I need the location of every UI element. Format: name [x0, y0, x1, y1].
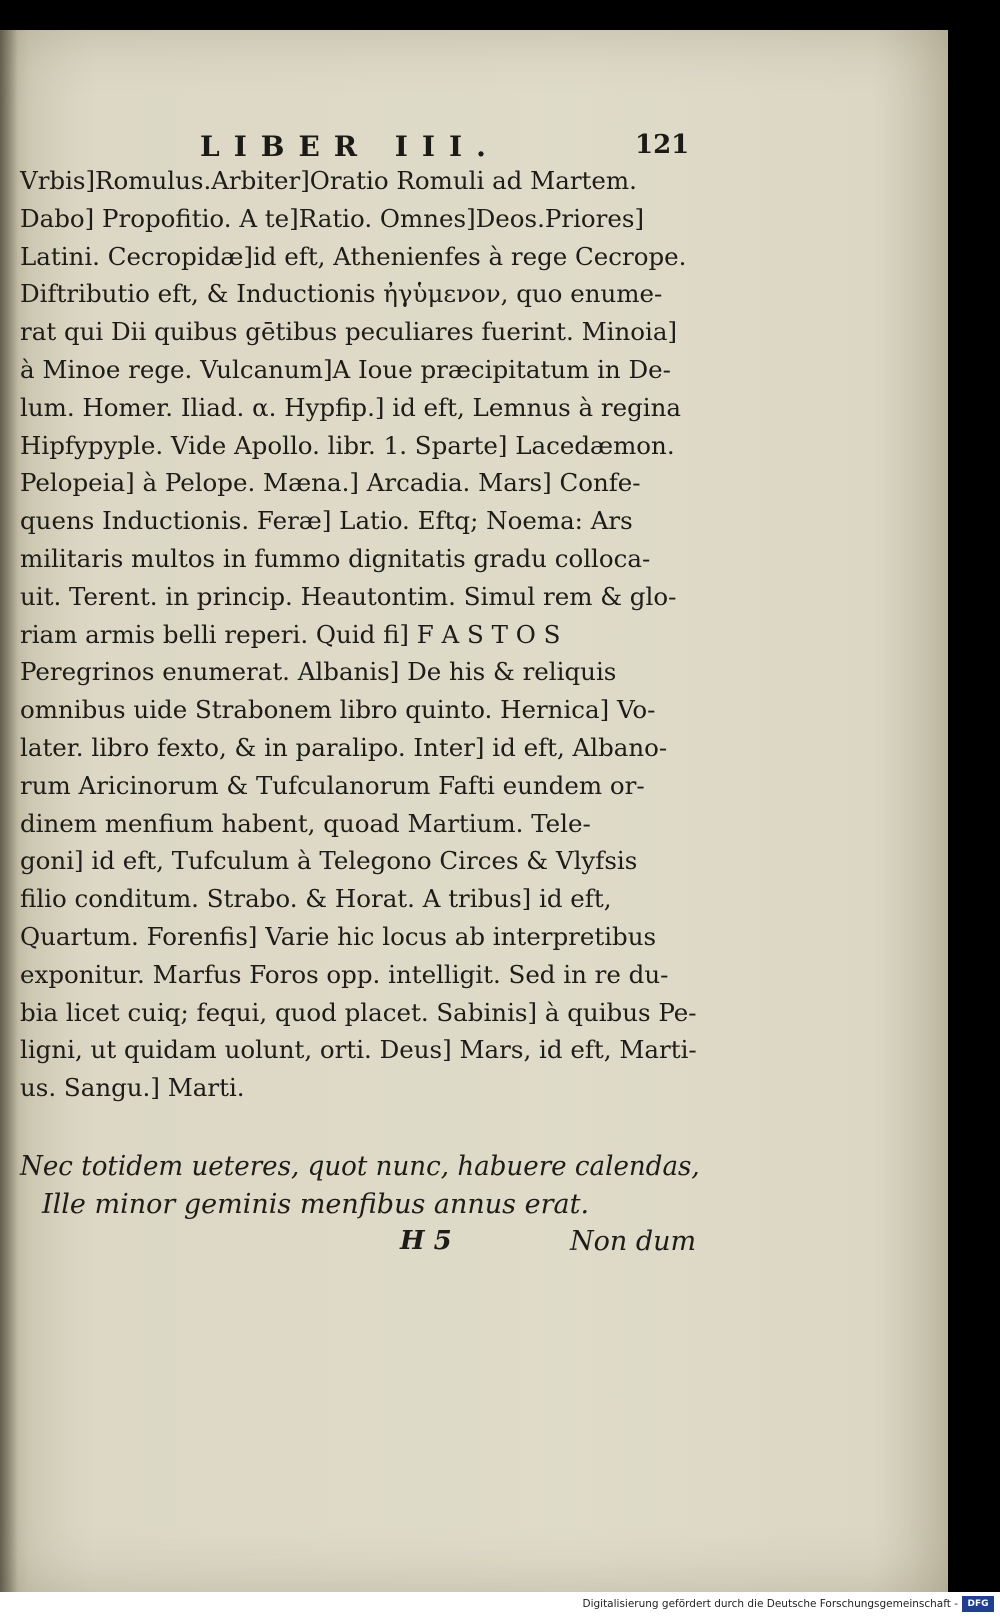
text-line: Pelopeia] à Pelope. Mæna.] Arcadia. Mars] Confe-	[20, 468, 641, 498]
running-head: LIBER III.	[200, 130, 500, 163]
text-line: exponitur. Marfus Foros opp. intelligit. Sed in re du-	[20, 959, 669, 989]
text-line: Dabo] Propofitio. A te]Ratio. Omnes]Deos.Priores]	[20, 203, 645, 233]
page-number: 121	[635, 130, 690, 160]
signature-mark: H 5	[400, 1226, 452, 1256]
footer-bar	[0, 1592, 1000, 1620]
text-line: omnibus uide Strabonem libro quinto. Hernica] Vo-	[20, 695, 656, 725]
verse-line: Nec totidem ueteres, quot nunc, habuere calendas,	[20, 1151, 700, 1182]
text-line: à Minoe rege. Vulcanum]A Ioue præcipitatum in De-	[20, 354, 671, 384]
text-line: Vrbis]Romulus.Arbiter]Oratio Romuli ad Martem.	[20, 166, 637, 195]
text-line: filio conditum. Strabo. & Horat. A tribus] id eft,	[20, 884, 612, 914]
text-line: riam armis belli reperi. Quid fi] F A S T O S	[20, 619, 561, 649]
commentary-text	[20, 162, 710, 1107]
text-line: ligni, ut quidam uolunt, orti. Deus] Mars, id eft, Marti-	[20, 1035, 697, 1065]
verse-quotation	[20, 1148, 700, 1224]
text-line: goni] id eft, Tufculum à Telegono Circes & Vlyfsis	[20, 846, 638, 876]
text-line: militaris multos in fummo dignitatis gradu colloca-	[20, 543, 651, 573]
funding-credit: Digitalisierung gefördert durch die Deutsche Forschungsgemeinschaft -	[582, 1598, 958, 1610]
text-line: later. libro fexto, & in paralipo. Inter] id eft, Albano-	[20, 732, 668, 762]
text-line: Peregrinos enumerat. Albanis] De his & reliquis	[20, 657, 617, 687]
text-line: uit. Terent. in princip. Heautontim. Simul rem & glo-	[20, 581, 677, 611]
text-line: Diftributio eft, & Inductionis ἠγὑμενον, quo enume-	[20, 279, 663, 309]
text-line: Hipfypyple. Vide Apollo. libr. 1. Sparte] Lacedæmon.	[20, 430, 675, 460]
text-line: Quartum. Forenfis] Varie hic locus ab interpretibus	[20, 921, 657, 951]
text-line: dinem menfium habent, quoad Martium. Tele-	[20, 808, 591, 838]
text-line: Latini. Cecropidæ]id eft, Athenienfes à rege Cecrope.	[20, 241, 687, 271]
text-line: rum Aricinorum & Tufculanorum Fafti eundem or-	[20, 770, 645, 800]
text-line: quens Inductionis. Feræ] Latio. Eftq; Noema: Ars	[20, 506, 633, 536]
verse-line: Ille minor geminis menfibus annus erat.	[42, 1189, 590, 1220]
text-line: us. Sangu.] Marti.	[20, 1073, 245, 1103]
text-line: rat qui Dii quibus gētibus peculiares fuerint. Minoia]	[20, 317, 678, 347]
book-page	[0, 30, 948, 1592]
catchword: Non dum	[570, 1226, 697, 1257]
dfg-logo: DFG	[962, 1596, 994, 1612]
text-line: bia licet cuiq; fequi, quod placet. Sabinis] à quibus Pe-	[20, 997, 697, 1027]
text-line: lum. Homer. Iliad. α. Hypfip.] id eft, Lemnus à regina	[20, 392, 681, 422]
